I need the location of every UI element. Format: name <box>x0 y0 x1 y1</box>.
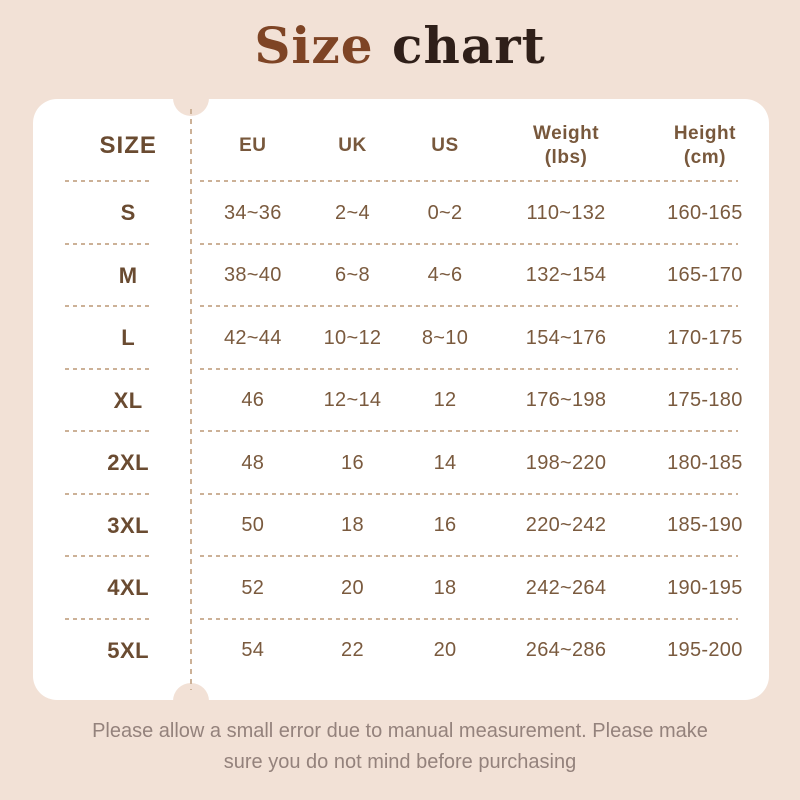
size-cell: S <box>120 200 136 226</box>
size-chart-card <box>33 99 769 700</box>
table-row-2xl <box>57 432 769 495</box>
eu-cell: 50 <box>241 514 265 537</box>
header-weight-unit: (lbs) <box>544 146 588 168</box>
us-cell: 14 <box>433 451 457 474</box>
eu-cell: 52 <box>241 576 265 599</box>
uk-cell: 16 <box>341 451 364 474</box>
uk-cell: 20 <box>341 576 364 599</box>
title-word-chart: chart <box>392 16 546 75</box>
us-cell: 16 <box>433 514 457 537</box>
table-header-row <box>57 109 769 182</box>
eu-cell: 38~40 <box>223 264 282 287</box>
table-row-3xl <box>57 495 769 558</box>
table-row-l <box>57 307 769 370</box>
table-row-5xl <box>57 620 769 683</box>
us-cell: 18 <box>433 576 457 599</box>
weight-cell: 220~242 <box>525 514 607 537</box>
uk-cell: 2~4 <box>335 201 370 224</box>
size-cell: M <box>118 262 138 288</box>
size-cell: XL <box>113 387 143 413</box>
weight-cell: 242~264 <box>525 576 607 599</box>
table-row-4xl <box>57 557 769 620</box>
us-cell: 8~10 <box>421 326 469 349</box>
height-cell: 180-185 <box>667 451 743 474</box>
us-cell: 20 <box>433 639 457 662</box>
us-cell: 12 <box>433 389 457 412</box>
weight-cell: 176~198 <box>525 389 607 412</box>
uk-cell: 10~12 <box>323 326 382 349</box>
size-cell: 5XL <box>107 637 150 663</box>
eu-cell: 34~36 <box>223 201 282 224</box>
header-height-unit: (cm) <box>683 146 726 168</box>
height-cell: 195-200 <box>667 639 743 662</box>
size-table <box>33 99 769 700</box>
eu-cell: 48 <box>241 451 265 474</box>
size-cell: 2XL <box>107 450 150 476</box>
weight-cell: 154~176 <box>525 326 607 349</box>
table-row-m <box>57 245 769 308</box>
size-cell: 4XL <box>107 575 150 601</box>
uk-cell: 18 <box>341 514 364 537</box>
eu-cell: 46 <box>241 389 265 412</box>
page-title <box>0 18 800 73</box>
weight-cell: 198~220 <box>525 451 607 474</box>
table-row-xl <box>57 370 769 433</box>
uk-cell: 22 <box>341 639 364 662</box>
height-cell: 165-170 <box>667 264 743 287</box>
uk-cell: 12~14 <box>323 389 382 412</box>
table-row-s <box>57 182 769 245</box>
weight-cell: 110~132 <box>526 201 606 224</box>
header-us: US <box>431 134 459 156</box>
header-eu: EU <box>239 134 267 156</box>
header-height <box>641 122 769 170</box>
header-weight-label: Weight <box>533 122 600 144</box>
header-uk: UK <box>338 134 367 156</box>
height-cell: 185-190 <box>667 514 743 537</box>
us-cell: 4~6 <box>427 264 463 287</box>
uk-cell: 6~8 <box>335 264 370 287</box>
header-height-label: Height <box>673 122 736 144</box>
weight-cell: 132~154 <box>525 264 607 287</box>
title-word-size: Size <box>254 16 374 75</box>
eu-cell: 42~44 <box>223 326 282 349</box>
us-cell: 0~2 <box>427 201 463 224</box>
height-cell: 175-180 <box>667 389 743 412</box>
size-cell: L <box>121 325 136 351</box>
weight-cell: 264~286 <box>525 639 607 662</box>
size-cell: 3XL <box>107 512 150 538</box>
measurement-disclaimer: Please allow a small error due to manual measurement. Please make sure you do not mind before purchasing <box>92 720 708 773</box>
header-size: SIZE <box>99 131 157 159</box>
eu-cell: 54 <box>241 639 265 662</box>
header-weight <box>491 122 641 170</box>
height-cell: 190-195 <box>667 576 743 599</box>
height-cell: 160-165 <box>667 201 743 224</box>
height-cell: 170-175 <box>667 326 743 349</box>
